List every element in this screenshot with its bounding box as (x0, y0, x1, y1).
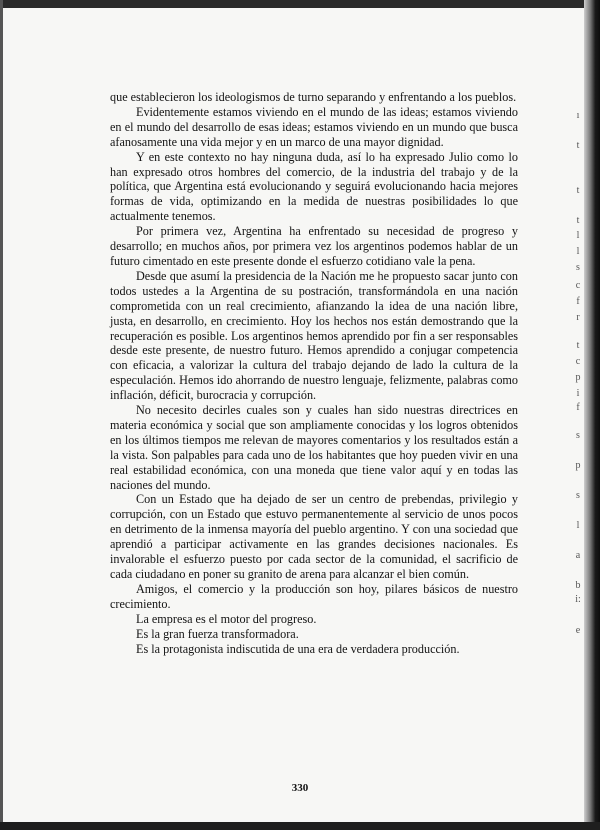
bleed-letter: s (576, 262, 580, 273)
bleed-letter: c (575, 356, 581, 367)
scanner-border-left (0, 0, 3, 830)
paragraph: Amigos, el comercio y la producción son hoy, pilares básicos de nuestro crecimiento. (110, 581, 518, 611)
paragraph: Es la protagonista indiscutida de una era de verdadera producción. (136, 641, 460, 656)
bleed-letter: t (576, 340, 580, 351)
bleed-letter: c (575, 280, 581, 291)
bleed-letter: r (576, 312, 580, 323)
bleed-letter: i: (575, 594, 581, 605)
bleed-letter: p (575, 372, 581, 383)
paragraph: Por primera vez, Argentina ha enfrentado su necesidad de progreso y desarrollo; en muchos años, por primera vez los argentinos podemos hablar de un futuro cimentado en este presente donde el esfuerzo cotidiano vale la pena. (110, 224, 518, 268)
bleed-letter: p (575, 460, 581, 471)
bleed-letter: f (576, 402, 580, 413)
bleed-letter: t (576, 215, 580, 226)
paragraph: Y en este contexto no hay ninguna duda, así lo ha expresado Julio como lo han expresado otros hombres del comercio, de la industria del trabajo y de la política, que Argentina está evolucionando y seguirá evolucionando hacia mejores formas de vida, optimizando en la medida de nuestras posibilidades lo que actualmente tenemos. (110, 149, 518, 224)
paragraph: Con un Estado que ha dejado de ser un centro de prebendas, privilegio y corrupción, con un Estado que estuvo permanentemente al servicio de unos pocos en detrimento de la inmensa mayoría del pueblo argentino. Y con una sociedad que aprendió a participar activamente en las grandes decisiones nacionales. Es invalorable el esfuerzo puesto por cada sector de la comunidad, el sacrificio de cada ciudadano en poner su granito de arena para alcanzar el bien común. (110, 492, 518, 581)
paragraph-continuation: que establecieron los ideologismos de turno separando y enfrentando a los pueblos. (110, 90, 517, 104)
bleed-letter: f (576, 296, 580, 307)
bleed-letter: s (576, 430, 580, 441)
bleed-letter: ı (576, 110, 580, 121)
bleed-letter: l (576, 246, 580, 257)
bleed-letter: i (576, 388, 580, 399)
page-number: 330 (291, 782, 309, 794)
bleed-letter: e (575, 625, 581, 636)
paragraph: La empresa es el motor del progreso. (136, 611, 317, 626)
facing-page-bleed-through (568, 0, 588, 830)
bleed-letter: s (576, 490, 580, 501)
scanner-border-top (0, 0, 600, 8)
page-body (110, 90, 518, 656)
bleed-letter: l (576, 520, 580, 531)
scanner-border-bottom (0, 822, 600, 830)
paragraph: Es la gran fuerza transformadora. (136, 626, 299, 641)
paragraph: Desde que asumí la presidencia de la Nación me he propuesto sacar junto con todos ustedes a la Argentina de su postración, transformándola en una nación comprometida con un real crecimiento, afianzando la idea de una nación libre, justa, en desarrollo, en crecimiento. Hoy los hechos nos están demostrando que la recuperación es posible. Los argentinos hemos aprendido por fin a ser responsables desde este presente, de nuestro futuro. Hemos aprendido a conjugar competencia con eficacia, a valorizar la cultura del trabajo dejando de lado la cultura de la especulación. Hemos ido ahorrando de nuestro lenguaje, felizmente, palabras como inflación, déficit, burocracia y corrupción. (110, 268, 518, 403)
paragraph: No necesito decirles cuales son y cuales han sido nuestras directrices en materia económica y social que son ampliamente conocidas y los logros obtenidos en los últimos tiempos me relevan de mayores comentarios y los resultados están a la vista. Son palpables para cada uno de los habitantes que hoy pueden vivir en una real estabilidad económica, con una moneda que tiene valor aquí y en todas las naciones del mundo. (110, 403, 518, 492)
bleed-letter: t (576, 185, 580, 196)
bleed-letter: a (575, 550, 581, 561)
bleed-letter: t (576, 140, 580, 151)
paragraph: Evidentemente estamos viviendo en el mundo de las ideas; estamos viviendo en el mundo del desarrollo de esas ideas; estamos viviendo en un mundo que busca afanosamente una vida mejor y en un marco de una mayor dignidad. (110, 104, 518, 149)
bleed-letter: l (576, 230, 580, 241)
bleed-letter: b (575, 580, 581, 591)
